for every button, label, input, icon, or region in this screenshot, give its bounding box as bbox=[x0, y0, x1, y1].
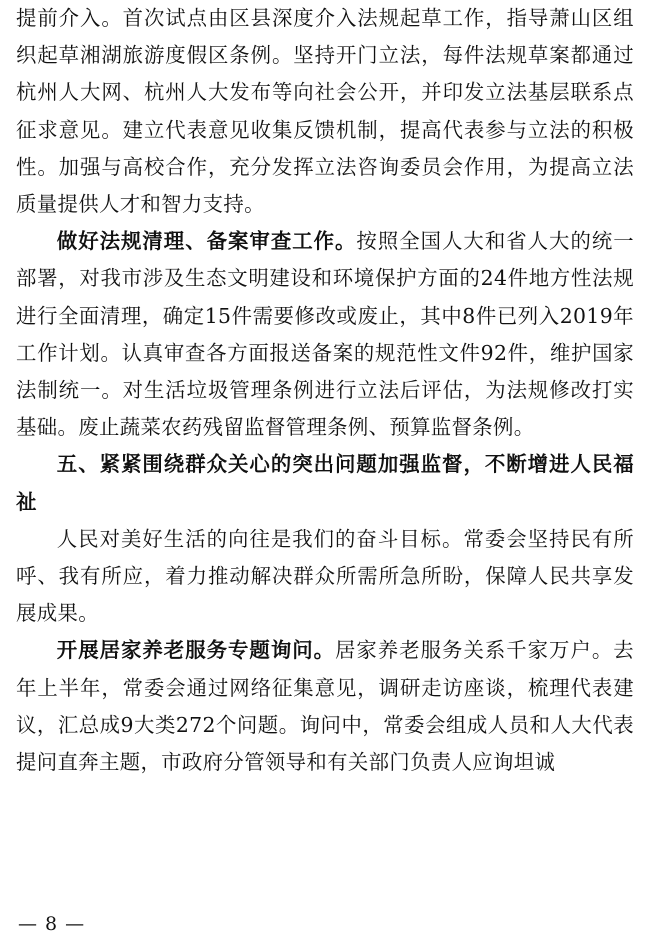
paragraph-4-text: 居家养老服务关系千家万户。去年上半年，常委会通过网络征集意见，调研走访座谈，梳理代表建议，汇总成9大类272个问题。询问中，常委会组成人员和人大代表提问直奔主题，市政府分管领导和有关部门负责人应询坦诚 bbox=[16, 638, 634, 775]
paragraph-1-text: 提前介入。首次试点由区县深度介入法规起草工作，指导萧山区组织起草湘湖旅游度假区条例。坚持开门立法，每件法规草案都通过杭州人大网、杭州人大发布等向社会公开，并印发立法基层联系点征求意见。建立代表意见收集反馈机制，提高代表参与立法的积极性。加强与高校合作，充分发挥立法咨询委员会作用，为提高立法质量提供人才和智力支持。 bbox=[16, 6, 634, 217]
paragraph-2 bbox=[16, 223, 634, 446]
paragraph-4-lead: 开展居家养老服务专题询问。 bbox=[56, 638, 336, 663]
paragraph-1 bbox=[16, 0, 634, 223]
body-text bbox=[16, 0, 634, 781]
paragraph-4 bbox=[16, 632, 634, 781]
page-number: — 8 — bbox=[18, 913, 86, 935]
paragraph-3 bbox=[16, 521, 634, 633]
section-heading: 五、紧紧围绕群众关心的突出问题加强监督，不断增进人民福祉 bbox=[16, 452, 634, 514]
paragraph-2-lead: 做好法规清理、备案审查工作。 bbox=[56, 229, 357, 254]
paragraph-3-text: 人民对美好生活的向往是我们的奋斗目标。常委会坚持民有所呼、我有所应，着力推动解决群众所需所急所盼，保障人民共享发展成果。 bbox=[16, 526, 634, 626]
paragraph-2-text: 按照全国人大和省人大的统一部署，对我市涉及生态文明建设和环境保护方面的24件地方性法规进行全面清理，确定15件需要修改或废止，其中8件已列入2019年工作计划。认真审查各方面报送备案的规范性文件92件，维护国家法制统一。对生活垃圾管理条例进行立法后评估，为法规修改打实基础。废止蔬菜农药残留监督管理条例、预算监督条例。 bbox=[16, 229, 634, 440]
